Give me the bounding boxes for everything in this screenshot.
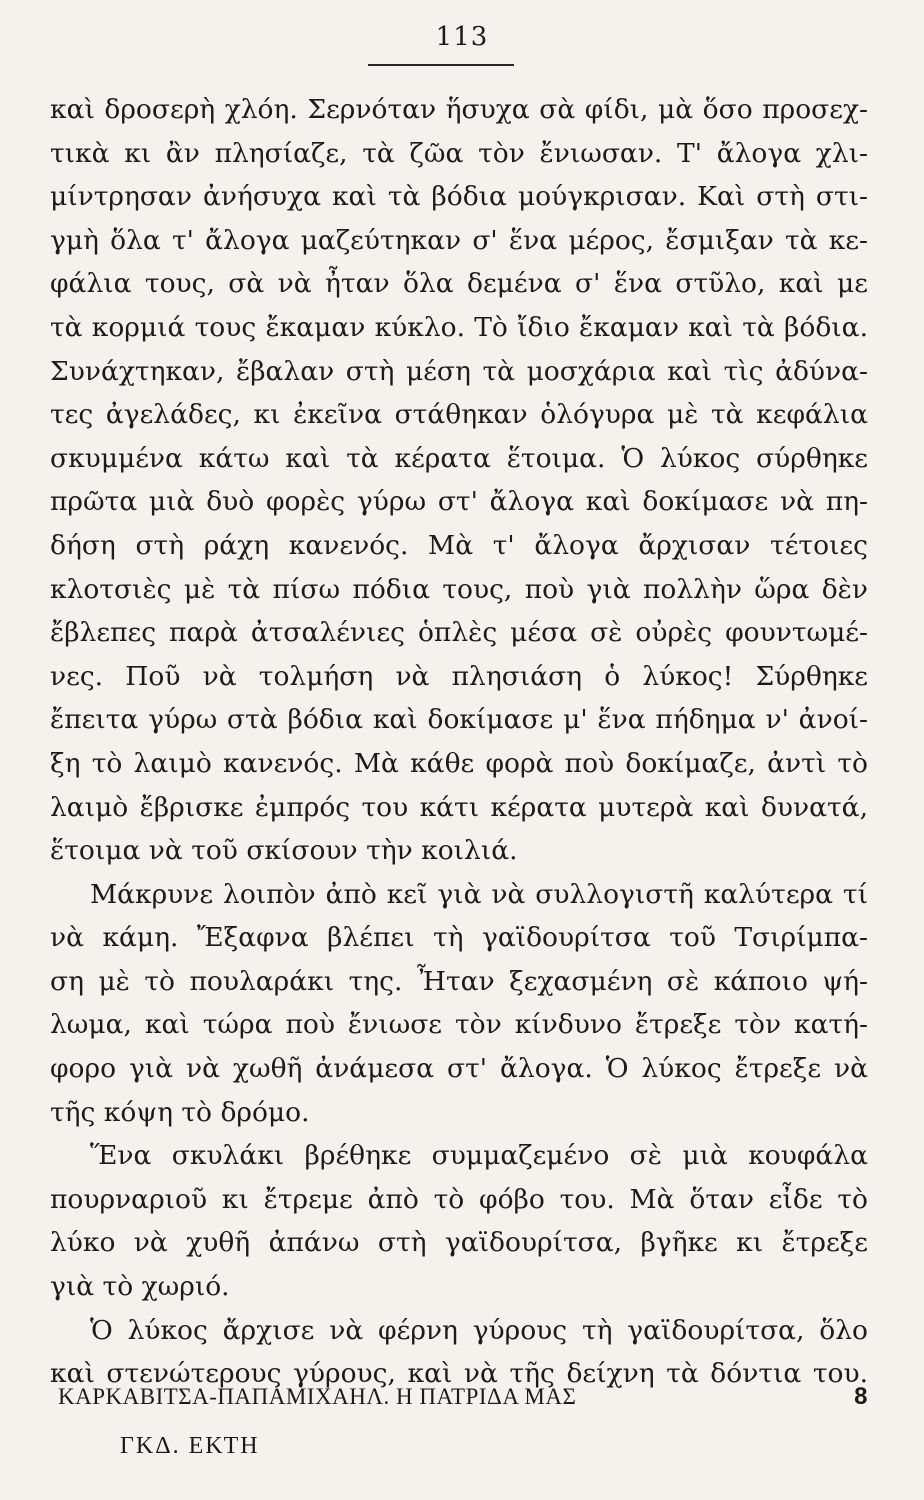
text-line: Ὁ λύκος ἄρχισε νὰ φέρνη γύρους τὴ γαϊδουρίτσα, ὅλο bbox=[90, 1314, 868, 1346]
text-line: τῆς κόψη τὸ δρόμο. bbox=[50, 1096, 310, 1128]
text-line: λωμα, καὶ τώρα ποὺ ἔνιωσε τὸν κίνδυνο ἔτρεξε τὸν κατή- bbox=[50, 1009, 868, 1041]
text-line: μίντρησαν ἀνήσυχα καὶ τὰ βόδια μούγκρισαν. Καὶ στὴ στι- bbox=[50, 181, 868, 213]
text-line: λύκο νὰ χυθῆ ἀπάνω στὴ γαϊδουρίτσα, βγῆκε κι ἔτρεξε bbox=[50, 1227, 868, 1259]
text-line: φάλια τους, σὰ νὰ ἦταν ὅλα δεμένα σ' ἕνα στῦλο, καὶ με bbox=[50, 268, 868, 300]
running-title: ΚΑΡΚΑΒΙΤΣΑ-ΠΑΠΑΜΙΧΑΗΛ. Η ΠΑΤΡΙΔΑ ΜΑΣ bbox=[58, 1384, 577, 1409]
text-line: τικὰ κι ἂν πλησίαζε, τὰ ζῶα τὸν ἔνιωσαν. Τ' ἄλογα χλι- bbox=[50, 137, 868, 169]
text-line: τες ἀγελάδες, κι ἐκεῖνα στάθηκαν ὁλόγυρα μὲ τὰ κεφάλια bbox=[50, 399, 868, 431]
page-number: 113 bbox=[435, 22, 489, 52]
text-line: ξη τὸ λαιμὸ κανενός. Μὰ κάθε φορὰ ποὺ δοκίμαζε, ἀντὶ τὸ bbox=[50, 747, 868, 779]
page-number-rule bbox=[368, 64, 514, 66]
text-line: τὰ κορμιά τους ἔκαμαν κύκλο. Τὸ ἴδιο ἔκαμαν καὶ τὰ βόδια. bbox=[50, 311, 868, 343]
text-line: Ἕνα σκυλάκι βρέθηκε συμμαζεμένο σὲ μιὰ κουφάλα bbox=[90, 1140, 868, 1172]
text-line: σκυμμένα κάτω καὶ τὰ κέρατα ἕτοιμα. Ὁ λύκος σύρθηκε bbox=[50, 442, 868, 474]
page-footer bbox=[58, 1383, 868, 1411]
text-line: πουρναριοῦ κι ἔτρεμε ἀπὸ τὸ φόβο του. Μὰ ὅταν εἶδε τὸ bbox=[50, 1183, 868, 1215]
text-line: λαιμὸ ἔβρισκε ἐμπρός του κάτι κέρατα μυτερὰ καὶ δυνατά, bbox=[50, 791, 868, 823]
text-line: Μάκρυνε λοιπὸν ἀπὸ κεῖ γιὰ νὰ συλλογιστῆ καλύτερα τί bbox=[90, 878, 868, 910]
text-line: νες. Ποῦ νὰ τολμήση νὰ πλησιάση ὁ λύκος! Σύρθηκε bbox=[50, 660, 868, 692]
sheet-number: 8 bbox=[854, 1383, 868, 1410]
text-line: Συνάχτηκαν, ἔβαλαν στὴ μέση τὰ μοσχάρια καὶ τὶς ἀδύνα- bbox=[50, 355, 868, 387]
body-text bbox=[50, 88, 868, 1396]
text-line: φορο γιὰ νὰ χωθῆ ἀνάμεσα στ' ἄλογα. Ὁ λύκος ἔτρεξε νὰ bbox=[50, 1053, 868, 1085]
text-line: νὰ κάμη. Ἔξαφνα βλέπει τὴ γαϊδουρίτσα τοῦ Τσιρίμπα- bbox=[50, 922, 868, 954]
text-line: γμὴ ὅλα τ' ἄλογα μαζεύτηκαν σ' ἕνα μέρος, ἔσμιξαν τὰ κε- bbox=[50, 224, 868, 256]
text-line: ἕτοιμα νὰ τοῦ σκίσουν τὴν κοιλιά. bbox=[50, 835, 518, 867]
text-line: καὶ δροσερὴ χλόη. Σερνόταν ἥσυχα σὰ φίδι, μὰ ὅσο προσεχ- bbox=[50, 94, 868, 125]
text-line: δήση στὴ ράχη κανενός. Μὰ τ' ἄλογα ἄρχισαν τέτοιες bbox=[50, 529, 868, 561]
text-line: ἔβλεπες παρὰ ἀτσαλένιες ὁπλὲς μέσα σὲ οὐρὲς φουντωμέ- bbox=[50, 617, 868, 649]
text-line: καὶ στενώτερους γύρους, καὶ νὰ τῆς δείχνη τὰ δόντια του. bbox=[50, 1358, 868, 1390]
text-line: γιὰ τὸ χωριό. bbox=[50, 1271, 230, 1303]
text-line: κλοτσιὲς μὲ τὰ πίσω πόδια τους, ποὺ γιὰ πολλὴν ὥρα δὲν bbox=[50, 573, 868, 605]
printer-mark: ΓΚΔ. ΕΚΤΗ bbox=[120, 1433, 260, 1459]
text-line: πρῶτα μιὰ δυὸ φορὲς γύρω στ' ἄλογα καὶ δοκίμασε νὰ πη- bbox=[50, 486, 868, 518]
text-line: ση μὲ τὸ πουλαράκι της. Ἦταν ξεχασμένη σὲ κάποιο ψή- bbox=[50, 965, 868, 997]
text-line: ἔπειτα γύρω στὰ βόδια καὶ δοκίμασε μ' ἕνα πήδημα ν' ἀνοί- bbox=[50, 704, 868, 736]
